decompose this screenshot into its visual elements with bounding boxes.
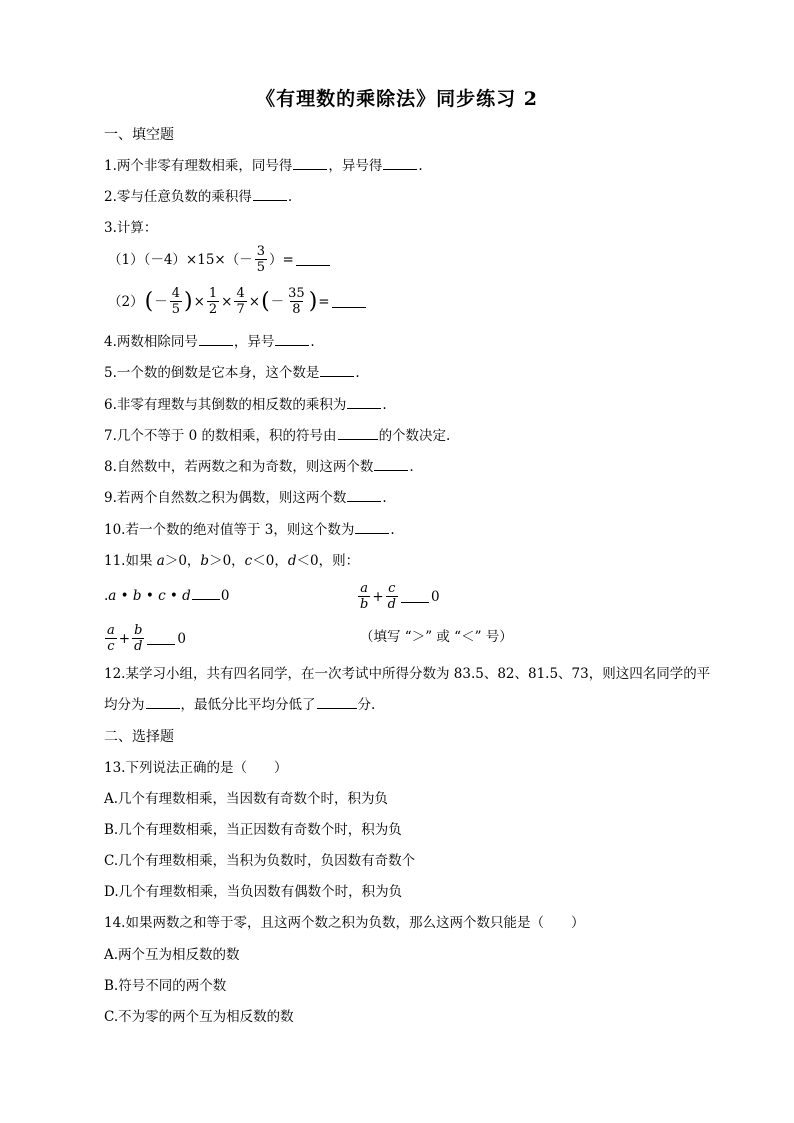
- section-heading-choice: 二、选择题: [104, 729, 174, 745]
- answer-blank: [275, 333, 309, 346]
- fraction: [105, 623, 117, 654]
- denominator: 8: [292, 302, 301, 317]
- q9-text: 9.若两个自然数之积为偶数，则这两个数: [104, 490, 347, 506]
- q11-text: ＞0，: [209, 553, 245, 569]
- q7-text: 7.几个不等于 0 的数相乘，积的符号由: [104, 428, 337, 444]
- q2-text: 2.零与任意负数的乘积得: [104, 189, 252, 205]
- q10-text: 10.若一个数的绝对值等于 3，则这个数为: [104, 522, 355, 538]
- denominator: b: [360, 597, 369, 612]
- minus-sign: －: [154, 293, 168, 310]
- numerator: 35: [288, 286, 305, 301]
- question-4: [104, 333, 315, 351]
- question-5: [104, 364, 360, 382]
- fraction: [386, 581, 398, 612]
- question-12-line-2: [104, 696, 375, 714]
- q11-hint: （填写 “＞” 或 “＜” 号）: [360, 629, 513, 645]
- q14-option-a: A.两个互为相反数的数: [104, 947, 240, 963]
- denominator: 7: [236, 302, 245, 317]
- numerator: b: [134, 623, 143, 638]
- q1-text: ，异号得: [328, 158, 383, 174]
- fraction: [286, 286, 307, 317]
- q11-text: ＞0，: [164, 553, 201, 569]
- answer-blank: [355, 521, 389, 534]
- numerator: 3: [256, 244, 266, 259]
- fraction: [132, 623, 144, 654]
- answer-blank: [147, 632, 175, 645]
- q13-option-c: C.几个有理数相乘，当积为负数时，负因数有奇数个: [104, 853, 416, 869]
- q11-expression-product: [104, 587, 229, 605]
- q1-text: 1.两个非零有理数相乘，同号得: [104, 158, 293, 174]
- question-8: [104, 458, 414, 476]
- denominator: d: [387, 597, 396, 612]
- q8-text: 8.自然数中，若两数之和为奇数，则这两个数: [104, 459, 374, 475]
- q11-expression-sum-2: [104, 621, 186, 654]
- plus-sign: +: [118, 630, 131, 647]
- page-title: 《有理数的乘除法》同步练习 2: [256, 88, 538, 110]
- section-heading-fill-in: 一、填空题: [104, 127, 174, 143]
- fraction: [255, 244, 267, 275]
- answer-blank: [383, 157, 417, 170]
- times-sign: ×: [248, 293, 261, 310]
- answer-blank: [293, 157, 327, 170]
- answer-blank: [401, 590, 429, 603]
- question-14-stem: 14.如果两数之和等于零，且这两个数之积为负数，那么这两个数只能是（ ）: [104, 915, 585, 931]
- fraction: [358, 581, 370, 612]
- numerator: 1: [208, 286, 218, 301]
- q11-text: 0: [177, 630, 186, 647]
- q2-text: .: [287, 189, 293, 205]
- q5-text: .: [355, 365, 360, 381]
- q13-option-b: B.几个有理数相乘，当正因数有奇数个时，积为负: [104, 822, 402, 838]
- question-7: [104, 427, 450, 445]
- q3p1-text: （1）（－4）×15×（－: [108, 251, 253, 268]
- q11-text: 11.如果: [104, 553, 157, 569]
- q14-option-b: B.符号不同的两个数: [104, 978, 227, 994]
- q3p2-label: （2）: [108, 293, 144, 310]
- question-1: [104, 157, 423, 175]
- fraction: [234, 286, 246, 317]
- q8-text: .: [409, 459, 414, 475]
- q11-text: ＜0，: [252, 553, 288, 569]
- variable-d: d: [287, 553, 297, 569]
- question-2: [104, 188, 292, 206]
- numerator: 4: [236, 286, 245, 301]
- answer-blank: [332, 295, 366, 308]
- q13-option-d: D.几个有理数相乘，当负因数有偶数个时，积为负: [104, 884, 403, 900]
- q13-option-a: A.几个有理数相乘，当因数有奇数个时，积为负: [104, 791, 389, 807]
- numerator: a: [360, 581, 369, 596]
- answer-blank: [199, 333, 233, 346]
- question-9: [104, 489, 387, 507]
- variable-c: c: [244, 553, 253, 569]
- answer-blank: [192, 587, 220, 600]
- q4-text: .: [310, 334, 315, 350]
- question-12-line-1: 12.某学习小组，共有四名同学，在一次考试中所得分数为 83.5、82、81.5、73，则这四名同学的平: [104, 666, 711, 682]
- numerator: c: [388, 581, 396, 596]
- product-expression: a • b • c • d: [108, 588, 191, 604]
- variable-a: a: [156, 553, 165, 569]
- answer-blank: [317, 696, 357, 709]
- q12-text: ，最低分比平均分低了: [180, 697, 316, 713]
- question-3-part-2: （2） ( － $\frac{4}{5}$ ) × $\frac{1}{2}$ × $\frac{4}{7}$ × ( － $\frac{35}{8}$ ) =: [108, 286, 367, 317]
- q4-text: ，异号: [233, 334, 275, 350]
- fraction: [207, 286, 219, 317]
- answer-blank: [338, 427, 378, 440]
- q11-text: .: [104, 588, 109, 604]
- denominator: d: [134, 639, 143, 654]
- answer-blank: [347, 396, 381, 409]
- q7-text: 的个数决定.: [378, 428, 451, 444]
- minus-sign: －: [270, 293, 285, 310]
- answer-blank: [320, 364, 354, 377]
- q11-text: ＜0，则：: [296, 553, 360, 569]
- denominator: 2: [208, 302, 218, 317]
- numerator: a: [107, 623, 115, 638]
- question-3-label: 3.计算：: [104, 220, 158, 236]
- q12-text: 均分为: [104, 697, 145, 713]
- fraction: [170, 286, 182, 317]
- question-10: [104, 521, 395, 539]
- q11-expression-sum-1: [357, 579, 440, 612]
- q4-text: 4.两数相除同号: [104, 334, 198, 350]
- equals-sign: =: [318, 293, 330, 310]
- q10-text: .: [390, 522, 395, 538]
- q5-text: 5.一个数的倒数是它本身，这个数是: [104, 365, 320, 381]
- denominator: 5: [256, 260, 266, 275]
- denominator: c: [107, 639, 115, 654]
- q9-text: .: [382, 490, 387, 506]
- q6-text: .: [382, 397, 387, 413]
- answer-blank: [374, 458, 408, 471]
- q6-text: 6.非零有理数与其倒数的相反数的乘积为: [104, 397, 347, 413]
- answer-blank: [347, 489, 381, 502]
- q11-text: 0: [430, 588, 440, 605]
- question-13-stem: 13.下列说法正确的是（ ）: [104, 760, 288, 776]
- variable-b: b: [200, 553, 210, 569]
- question-11: [104, 552, 359, 570]
- answer-blank: [146, 696, 180, 709]
- times-sign: ×: [193, 293, 205, 310]
- q12-text: 分.: [357, 697, 376, 713]
- plus-sign: +: [372, 588, 384, 605]
- q14-option-c: C.不为零的两个互为相反数的数: [104, 1009, 294, 1025]
- numerator: 4: [171, 286, 180, 301]
- times-sign: ×: [221, 293, 233, 310]
- question-3-part-1: [108, 244, 331, 275]
- question-6: [104, 396, 387, 414]
- answer-blank: [253, 188, 287, 201]
- q11-text: 0: [220, 588, 230, 604]
- q1-text: .: [418, 158, 423, 174]
- denominator: 5: [171, 302, 180, 317]
- q3p1-text: ）=: [269, 251, 294, 268]
- answer-blank: [296, 253, 330, 266]
